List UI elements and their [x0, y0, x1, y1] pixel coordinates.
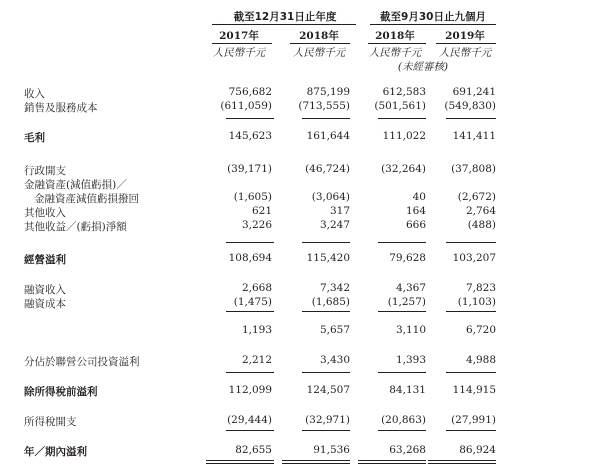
row-value: (46,724)	[305, 163, 350, 175]
row-value: 1,193	[241, 324, 272, 336]
row-value: 115,420	[306, 252, 350, 264]
subtotal-rule	[302, 372, 350, 373]
subtotal-rule	[378, 430, 426, 431]
header-group-nine-months: 截至9月30日止九個月	[380, 11, 486, 23]
year-col-2: 2018年	[299, 30, 339, 42]
subtotal-rule	[302, 430, 350, 431]
row-value: (29,444)	[227, 414, 272, 426]
row-value: 7,342	[319, 282, 350, 294]
double-rule-bottom	[358, 463, 426, 464]
row-value: (1,475)	[233, 296, 272, 308]
row-value: 2,212	[241, 354, 272, 366]
row-value: 4,988	[465, 354, 496, 366]
row-value: (32,264)	[381, 163, 426, 175]
row-value: 612,583	[382, 86, 426, 98]
subtotal-rule	[226, 311, 274, 312]
year-col-3: 2018年	[375, 30, 415, 42]
subtotal-rule	[226, 242, 274, 243]
row-value: (549,830)	[444, 100, 496, 112]
subtotal-rule	[378, 311, 426, 312]
row-value: (1,685)	[311, 296, 350, 308]
row-value: 1,393	[395, 354, 426, 366]
row-value: (39,171)	[227, 163, 272, 175]
row-label: 除所得稅前溢利	[24, 386, 98, 398]
row-value: 3,110	[395, 324, 426, 336]
row-value: 124,507	[306, 384, 350, 396]
row-value: 3,247	[319, 219, 350, 231]
row-value: 112,099	[228, 384, 272, 396]
row-label: 毛利	[24, 132, 45, 144]
row-value: 317	[329, 205, 350, 217]
row-value: 63,268	[389, 444, 426, 456]
row-value: 82,655	[235, 444, 272, 456]
subtotal-rule	[302, 118, 350, 119]
row-value: 875,199	[306, 86, 350, 98]
row-value: 86,924	[459, 444, 496, 456]
row-value: 141,411	[452, 130, 496, 142]
unit-col-2: 人民幣千元	[292, 47, 346, 59]
row-label: 融資成本	[24, 298, 66, 310]
row-value: 5,657	[319, 324, 350, 336]
header-rule-nine-months	[370, 24, 496, 25]
row-value: 164	[405, 205, 426, 217]
year-rule-3	[368, 43, 426, 44]
row-value: 40	[412, 191, 426, 203]
row-value: (611,059)	[220, 100, 272, 112]
row-value: 4,367	[395, 282, 426, 294]
row-value: 621	[251, 205, 272, 217]
row-value: (20,863)	[381, 414, 426, 426]
row-label: 年／期內溢利	[24, 446, 87, 458]
double-rule-top	[206, 460, 274, 461]
row-value: (1,103)	[457, 296, 496, 308]
subtotal-rule	[302, 311, 350, 312]
unit-col-4: 人民幣千元	[438, 47, 492, 59]
row-value: 145,623	[228, 130, 272, 142]
row-value: (1,605)	[233, 191, 272, 203]
header-rule-annual	[212, 24, 356, 25]
row-label: 其他收益／(虧損)淨額	[24, 221, 127, 233]
row-value: (3,064)	[311, 191, 350, 203]
subtotal-rule	[378, 118, 426, 119]
row-label: 金融資產(減值虧損)／	[24, 179, 127, 191]
row-label: 收入	[24, 88, 45, 100]
row-label: 分佔於聯營公司投資溢利	[24, 356, 140, 368]
unit-col-3: 人民幣千元	[368, 47, 422, 59]
subtotal-rule	[302, 242, 350, 243]
row-label: 銷售及服務成本	[24, 102, 98, 114]
double-rule-bottom	[428, 463, 496, 464]
year-rule-1	[212, 43, 272, 44]
subtotal-rule	[446, 311, 496, 312]
row-label: 金融資產減值虧損撥回	[34, 193, 139, 205]
row-value: (32,971)	[305, 414, 350, 426]
subtotal-rule	[446, 430, 496, 431]
double-rule-top	[358, 460, 426, 461]
row-value: 111,022	[382, 130, 426, 142]
row-value: 2,764	[465, 205, 496, 217]
row-value: 84,131	[389, 384, 426, 396]
subtotal-rule	[446, 118, 496, 119]
row-label: 經營溢利	[24, 254, 66, 266]
row-value: 7,823	[465, 282, 496, 294]
year-rule-2	[290, 43, 350, 44]
row-value: 108,694	[228, 252, 272, 264]
row-value: 3,430	[319, 354, 350, 366]
row-value: 103,207	[452, 252, 496, 264]
subtotal-rule	[446, 242, 496, 243]
subtotal-rule	[226, 118, 274, 119]
double-rule-bottom	[206, 463, 274, 464]
unit-col-1: 人民幣千元	[212, 47, 266, 59]
row-value: (2,672)	[457, 191, 496, 203]
subtotal-rule	[378, 242, 426, 243]
row-value: 2,668	[241, 282, 272, 294]
row-value: 161,644	[306, 130, 350, 142]
row-value: (37,808)	[451, 163, 496, 175]
row-value: 6,720	[465, 324, 496, 336]
row-label: 其他收入	[24, 207, 66, 219]
double-rule-bottom	[282, 463, 350, 464]
unaudited-note: (未經審核)	[397, 61, 449, 73]
row-label: 所得稅開支	[24, 416, 77, 428]
row-value: 79,628	[389, 252, 426, 264]
subtotal-rule	[226, 372, 274, 373]
subtotal-rule	[446, 372, 496, 373]
year-col-1: 2017年	[219, 30, 259, 42]
subtotal-rule	[378, 372, 426, 373]
row-value: (27,991)	[451, 414, 496, 426]
row-value: (501,561)	[374, 100, 426, 112]
year-rule-4	[436, 43, 496, 44]
row-value: 691,241	[452, 86, 496, 98]
row-value: (488)	[467, 219, 496, 231]
header-group-annual: 截至12月31日止年度	[233, 11, 337, 23]
row-value: 114,915	[452, 384, 496, 396]
double-rule-top	[428, 460, 496, 461]
subtotal-rule	[226, 430, 274, 431]
row-value: 666	[405, 219, 426, 231]
row-label: 行政開支	[24, 165, 66, 177]
row-value: (1,257)	[387, 296, 426, 308]
double-rule-top	[282, 460, 350, 461]
row-value: (713,555)	[298, 100, 350, 112]
row-value: 756,682	[228, 86, 272, 98]
row-label: 融資收入	[24, 284, 66, 296]
row-value: 3,226	[241, 219, 272, 231]
row-value: 91,536	[313, 444, 350, 456]
year-col-4: 2019年	[445, 30, 485, 42]
